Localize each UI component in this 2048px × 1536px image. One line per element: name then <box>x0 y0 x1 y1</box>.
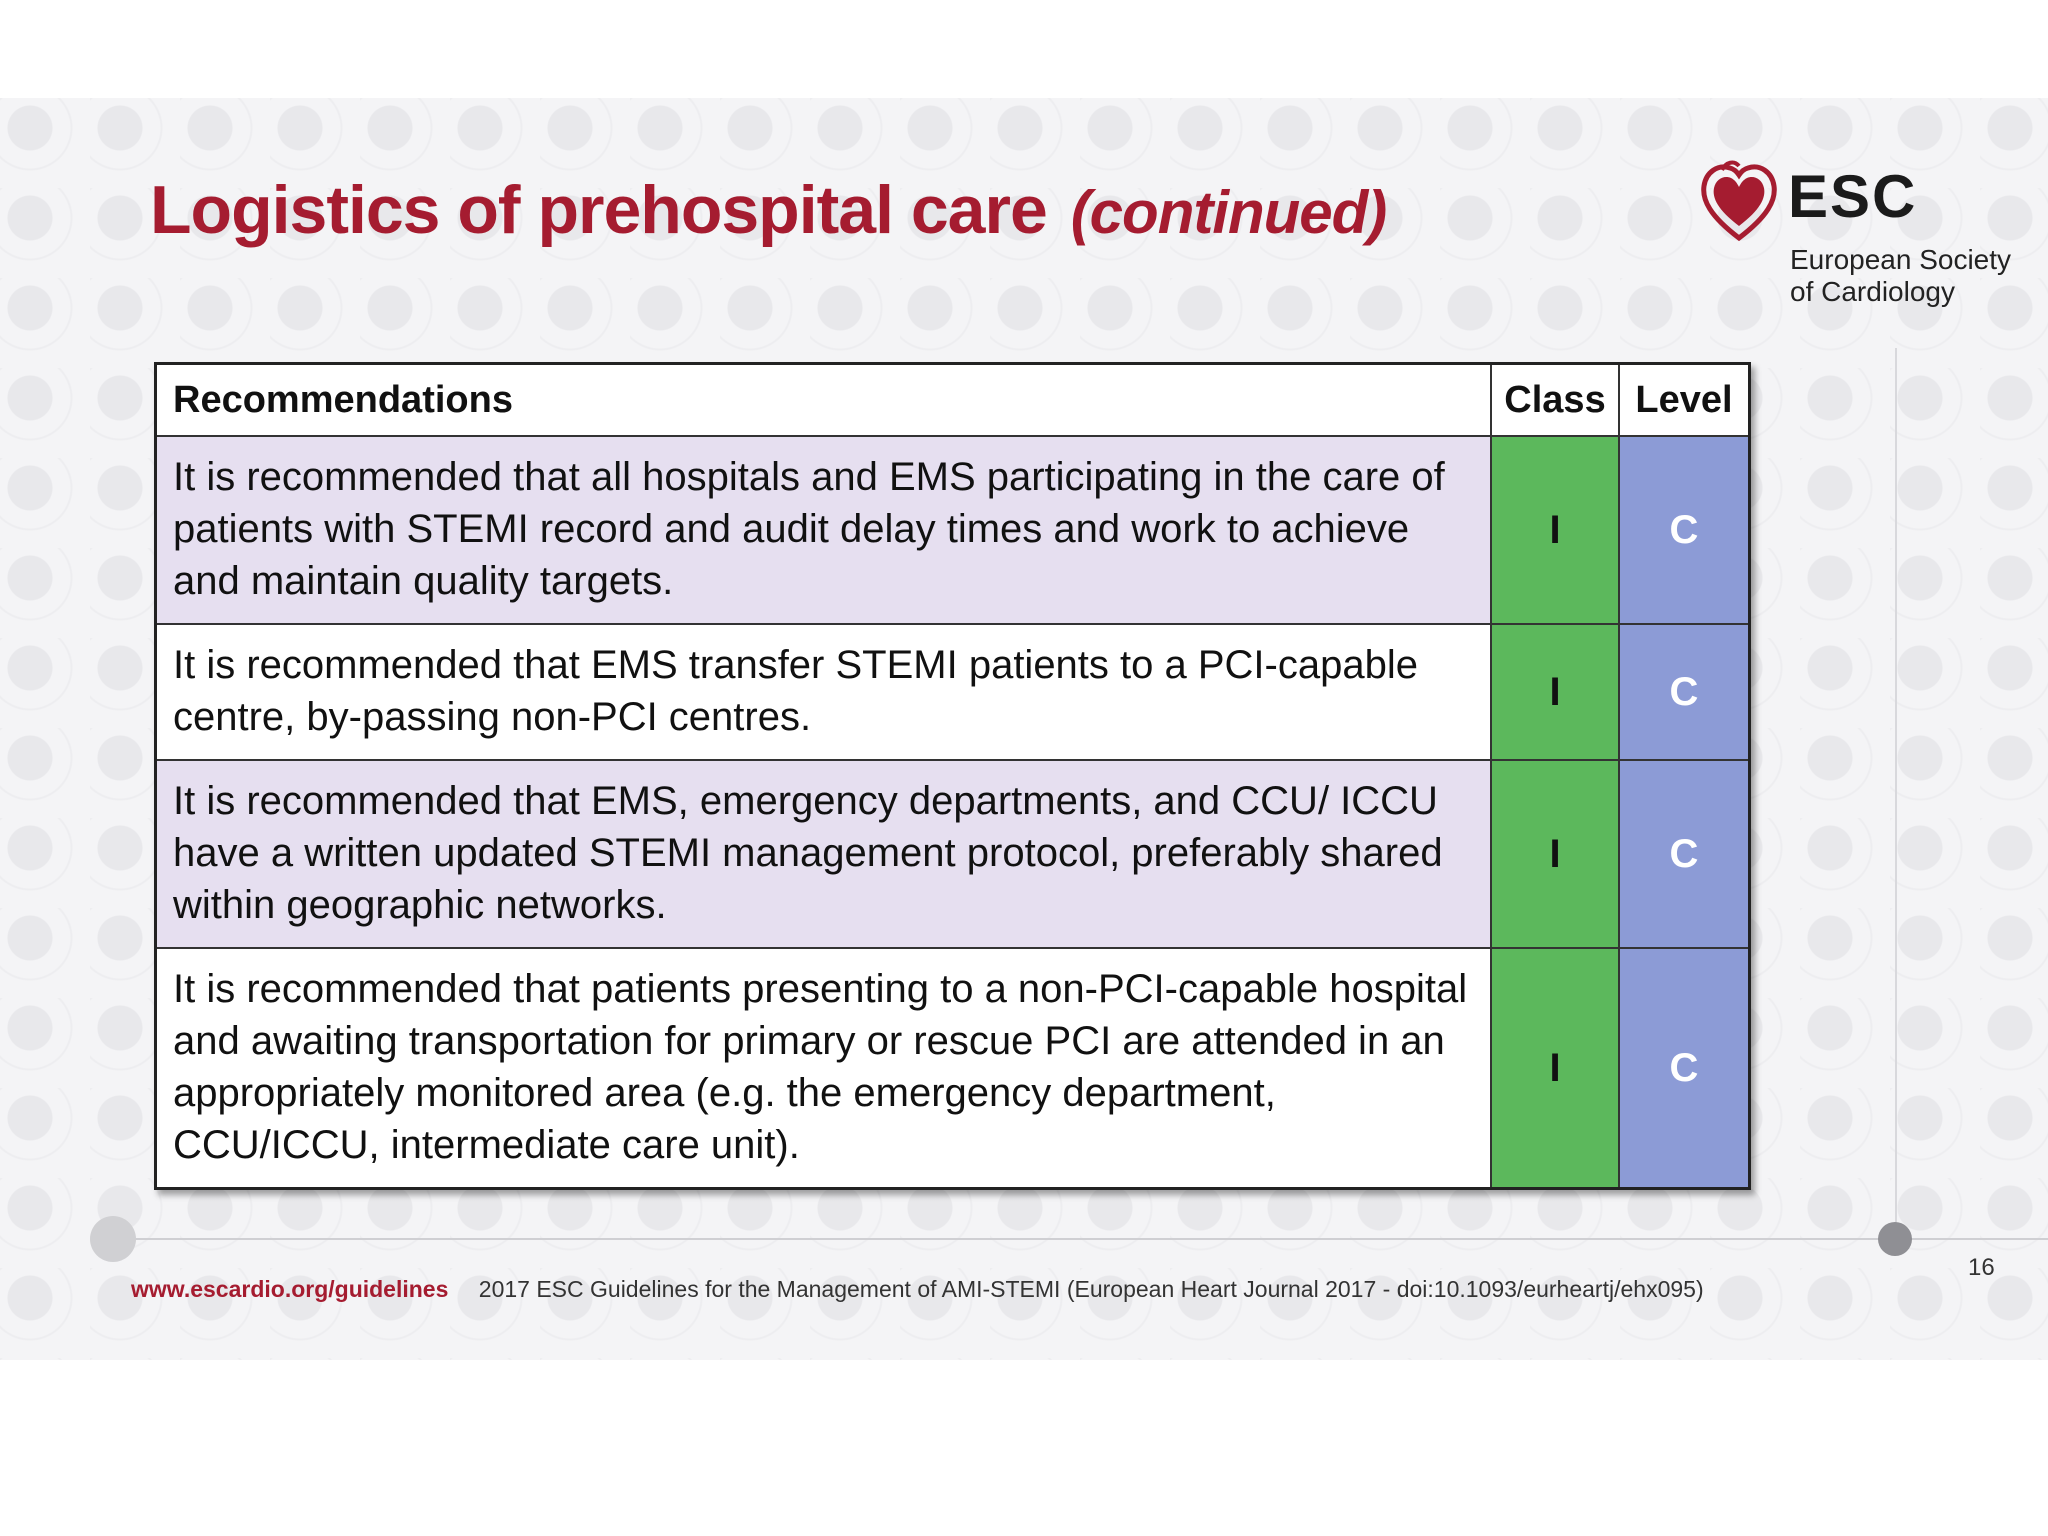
logo-line-1: European Society <box>1790 244 2012 275</box>
level-cell: C <box>1619 436 1750 624</box>
esc-heart-logo-icon <box>1700 160 1778 244</box>
table-header-row <box>156 364 1750 437</box>
recommendations-table <box>154 362 1751 1190</box>
logo-esc-text: ESC <box>1788 163 1918 230</box>
class-cell: I <box>1491 760 1619 948</box>
level-cell: C <box>1619 624 1750 760</box>
decorative-dot-right <box>1878 1222 1912 1256</box>
logo-line-2: of Cardiology <box>1790 276 1955 307</box>
recommendation-text: It is recommended that patients presenting to a non-PCI-capable hospital and awaiting transportation for primary or rescue PCI are attended in an appropriately monitored area (e.g. the emergency department, CCU/ICCU, intermediate care unit). <box>156 948 1492 1189</box>
table-row <box>156 624 1750 760</box>
level-cell: C <box>1619 760 1750 948</box>
recommendation-text: It is recommended that EMS transfer STEMI patients to a PCI-capable centre, by-passing non-PCI centres. <box>156 624 1492 760</box>
level-cell: C <box>1619 948 1750 1189</box>
recommendation-text: It is recommended that all hospitals and EMS participating in the care of patients with STEMI record and audit delay times and work to achieve and maintain quality targets. <box>156 436 1492 624</box>
table-row <box>156 948 1750 1189</box>
logo-subtitle <box>1790 244 2011 308</box>
esc-logo <box>1700 160 2020 310</box>
header-class: Class <box>1491 364 1619 437</box>
footer-rule <box>112 1238 2048 1240</box>
header-recommendations: Recommendations <box>156 364 1492 437</box>
title-main: Logistics of prehospital care <box>150 172 1047 248</box>
header-level: Level <box>1619 364 1750 437</box>
slide <box>0 98 2048 1360</box>
footer-url-link[interactable]: www.escardio.org/guidelines <box>131 1276 449 1302</box>
page-number: 16 <box>1968 1254 1995 1281</box>
footer-citation: 2017 ESC Guidelines for the Management of AMI-STEMI (European Heart Journal 2017 - doi:10.1093/eurheartj/ehx095) <box>478 1276 1704 1302</box>
divider-vertical <box>1895 348 1897 1228</box>
table-row <box>156 760 1750 948</box>
title-suffix: (continued) <box>1070 179 1387 246</box>
footer <box>131 1276 1704 1303</box>
page-title <box>150 171 1386 249</box>
class-cell: I <box>1491 436 1619 624</box>
table-row <box>156 436 1750 624</box>
class-cell: I <box>1491 624 1619 760</box>
decorative-dot-left <box>90 1216 136 1262</box>
class-cell: I <box>1491 948 1619 1189</box>
recommendation-text: It is recommended that EMS, emergency departments, and CCU/ ICCU have a written updated STEMI management protocol, preferably shared within geographic networks. <box>156 760 1492 948</box>
